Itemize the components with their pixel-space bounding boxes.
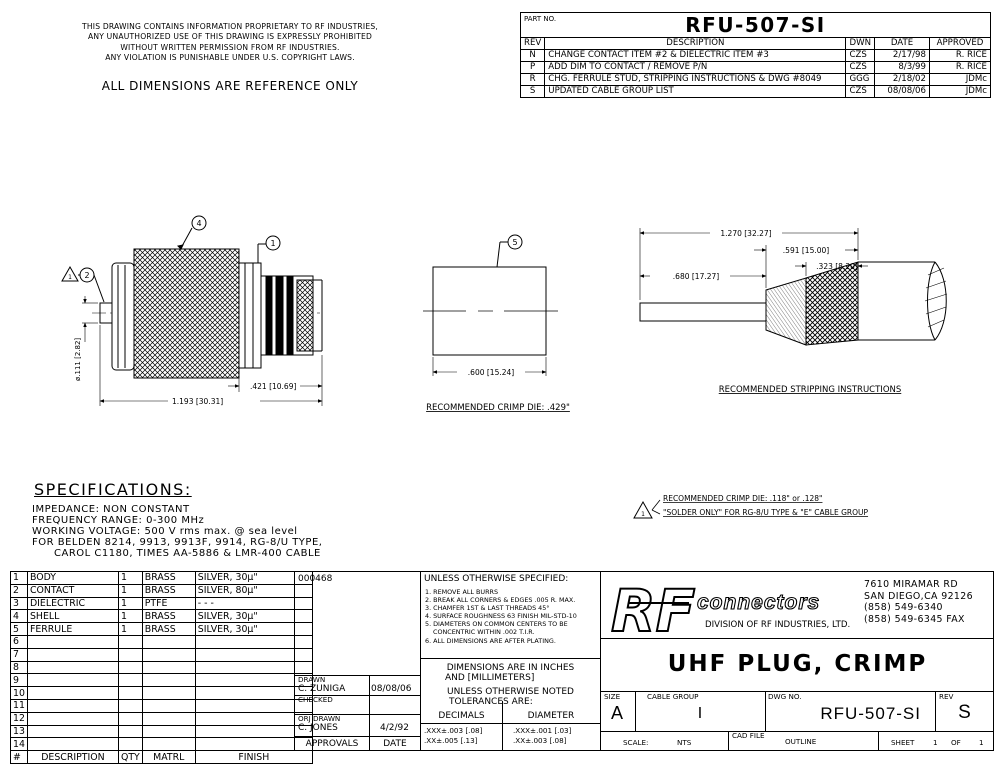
bom-row bbox=[11, 584, 313, 597]
dim-ferrule-length: .421 [10.69] bbox=[250, 382, 297, 391]
rev-dwn-cell: CZS bbox=[846, 86, 875, 98]
cable-group-value: I bbox=[697, 705, 703, 722]
rev-date-cell: 2/17/98 bbox=[875, 50, 930, 62]
dim-crimp-die-length: .600 [15.24] bbox=[467, 368, 515, 377]
spec-line: IMPEDANCE: NON CONSTANT bbox=[32, 504, 190, 515]
orig-drawn-name: C. JONES bbox=[298, 723, 338, 733]
orig-drawn-label: ORJ DRAWN bbox=[298, 714, 341, 723]
stripping-caption: RECOMMENDED STRIPPING INSTRUCTIONS bbox=[718, 385, 902, 395]
braid-shield bbox=[806, 262, 858, 345]
decimal-tol-xxx: .XXX±.003 [.08] bbox=[424, 726, 483, 735]
general-note-line: "SOLDER ONLY" FOR RG-8/U TYPE & "E" CABLE GROUP bbox=[663, 508, 869, 517]
bom-item-number: 10 bbox=[11, 687, 28, 700]
bom-quantity: 1 bbox=[118, 584, 142, 597]
notice-line: WITHOUT WRITTEN PERMISSION FROM RF INDUSTRIES. bbox=[120, 42, 340, 52]
bom-material bbox=[142, 699, 195, 712]
bom-description-header: DESCRIPTION bbox=[27, 751, 118, 764]
general-note-flag: 1 bbox=[641, 511, 645, 518]
dim-strip-a: .591 [15.00] bbox=[782, 246, 830, 255]
dim-strip-total: 1.270 [32.27] bbox=[720, 229, 772, 238]
rev-approved-cell: R. RICE bbox=[930, 62, 991, 74]
bom-row bbox=[11, 597, 313, 610]
bom-quantity-header: QTY bbox=[118, 751, 142, 764]
rev-label: REV bbox=[939, 692, 954, 701]
bom-item-number: 11 bbox=[11, 699, 28, 712]
scale-value: NTS bbox=[677, 738, 692, 747]
diameter-label: DIAMETER bbox=[527, 711, 575, 721]
diameter-tol-xxx: .XXX±.001 [.03] bbox=[513, 726, 572, 735]
bom-item-number: 9 bbox=[11, 674, 28, 687]
bom-quantity bbox=[118, 661, 142, 674]
bom-item-number: 14 bbox=[11, 738, 28, 751]
rev-header: REV bbox=[521, 38, 545, 50]
general-note bbox=[634, 494, 869, 518]
rev-cell: P bbox=[521, 62, 545, 74]
bom-quantity: 1 bbox=[118, 572, 142, 585]
bom-quantity bbox=[118, 674, 142, 687]
bom-quantity bbox=[118, 635, 142, 648]
address-line-2: SAN DIEGO,CA 92126 bbox=[864, 590, 974, 602]
dwg-no-value: RFU-507-SI bbox=[820, 704, 921, 723]
scale-label: SCALE: bbox=[623, 738, 649, 747]
bom-material: BRASS bbox=[142, 584, 195, 597]
bom-quantity bbox=[118, 687, 142, 700]
coupling-shell bbox=[134, 249, 239, 378]
spec-line: CAROL C1180, TIMES AA-5886 & LMR-400 CABLE bbox=[54, 548, 321, 559]
bill-of-materials bbox=[10, 571, 313, 764]
bom-material: PTFE bbox=[142, 597, 195, 610]
bom-quantity bbox=[118, 648, 142, 661]
dims-note-2: AND [MILLIMETERS] bbox=[445, 673, 535, 683]
bom-description bbox=[27, 674, 118, 687]
bom-item-number: 3 bbox=[11, 597, 28, 610]
bom-finish: SILVER, 80μ" bbox=[195, 584, 312, 597]
bom-finish-header: FINISH bbox=[195, 751, 312, 764]
bom-row bbox=[11, 738, 313, 751]
bom-row bbox=[11, 661, 313, 674]
bom-item-number: 5 bbox=[11, 623, 28, 636]
rev-date-cell: 2/18/02 bbox=[875, 74, 930, 86]
bom-row bbox=[11, 635, 313, 648]
bom-material bbox=[142, 738, 195, 751]
bom-description bbox=[27, 712, 118, 725]
approvals-date-label: DATE bbox=[383, 739, 407, 749]
rev-value: S bbox=[958, 702, 971, 723]
connector-side-view bbox=[62, 216, 322, 406]
rev-description-cell: CHANGE CONTACT ITEM #2 & DIELECTRIC ITEM #3 bbox=[545, 50, 846, 62]
approvals-label: APPROVALS bbox=[305, 739, 359, 749]
drawn-label: DRAWN bbox=[298, 675, 326, 684]
company-name: connectors bbox=[697, 591, 821, 614]
bom-quantity bbox=[118, 725, 142, 738]
bom-item-number: 12 bbox=[11, 712, 28, 725]
bom-header-row bbox=[11, 751, 313, 764]
bom-row bbox=[11, 699, 313, 712]
note-item: 6. ALL DIMENSIONS ARE AFTER PLATING. bbox=[425, 636, 556, 645]
rev-description-cell: CHG. FERRULE STUD, STRIPPING INSTRUCTIONS & DWG #8049 bbox=[545, 74, 846, 86]
bom-finish: SILVER, 30μ" bbox=[195, 623, 312, 636]
bom-material: BRASS bbox=[142, 572, 195, 585]
dim-strip-c: .680 [17.27] bbox=[672, 272, 720, 281]
bom-description: BODY bbox=[27, 572, 118, 585]
bom-row bbox=[11, 674, 313, 687]
bom-row bbox=[11, 648, 313, 661]
bom-row bbox=[11, 610, 313, 623]
note-item: 3. CHAMFER 1ST & LAST THREADS 45° bbox=[425, 604, 550, 613]
note-item: 4. SURFACE ROUGHNESS 63 FINISH MIL-STD-10 bbox=[425, 612, 577, 621]
bom-description bbox=[27, 699, 118, 712]
logo-rf-text: RF bbox=[611, 577, 696, 645]
part-number: RFU-507-SI bbox=[685, 13, 826, 37]
bom-item-number: 2 bbox=[11, 584, 28, 597]
bom-material bbox=[142, 635, 195, 648]
rev-dwn-cell: CZS bbox=[846, 50, 875, 62]
bom-row bbox=[11, 572, 313, 585]
balloon-4-label: 4 bbox=[196, 219, 202, 228]
spec-line: WORKING VOLTAGE: 500 V rms max. @ sea level bbox=[32, 526, 298, 537]
reference-only-note: ALL DIMENSIONS ARE REFERENCE ONLY bbox=[101, 79, 359, 93]
bom-description bbox=[27, 738, 118, 751]
bom-material bbox=[142, 661, 195, 674]
bom-item-number: 6 bbox=[11, 635, 28, 648]
bom-quantity bbox=[118, 699, 142, 712]
bom-description: FERRULE bbox=[27, 623, 118, 636]
rev-dwn-cell: GGG bbox=[846, 74, 875, 86]
jacket-end bbox=[935, 262, 946, 340]
drawing-id: 000468 bbox=[298, 574, 333, 584]
rev-cell: R bbox=[521, 74, 545, 86]
tolerance-note-2: TOLERANCES ARE: bbox=[449, 697, 533, 707]
bom-row bbox=[11, 687, 313, 700]
bom-material: BRASS bbox=[142, 623, 195, 636]
rev-date-cell: 8/3/99 bbox=[875, 62, 930, 74]
description-header: DESCRIPTION bbox=[545, 38, 846, 50]
specifications-title: SPECIFICATIONS: bbox=[34, 480, 192, 499]
bom-description: DIELECTRIC bbox=[27, 597, 118, 610]
rev-approved-cell: R. RICE bbox=[930, 50, 991, 62]
bom-material bbox=[142, 725, 195, 738]
diameter-tol-xx: .XX±.003 [.08] bbox=[513, 736, 567, 745]
balloon-1-label: 1 bbox=[270, 239, 276, 248]
size-label: SIZE bbox=[604, 692, 621, 701]
general-notes-block bbox=[421, 571, 601, 751]
bom-description bbox=[27, 725, 118, 738]
dim-overall-length: 1.193 [30.31] bbox=[172, 397, 224, 406]
crimp-die-view bbox=[423, 235, 558, 376]
dim-contact-diameter: ø.111 [2.82] bbox=[74, 337, 82, 381]
sheet-total: 1 bbox=[979, 738, 984, 747]
drawn-name: C. ZUNIGA bbox=[298, 684, 346, 694]
note-item: 1. REMOVE ALL BURRS bbox=[425, 588, 499, 596]
notes-heading: UNLESS OTHERWISE SPECIFIED: bbox=[424, 574, 569, 584]
specifications-list bbox=[32, 504, 322, 559]
decimals-label: DECIMALS bbox=[438, 711, 485, 721]
rev-cell: S bbox=[521, 86, 545, 98]
balloon-2-label: 2 bbox=[84, 271, 90, 280]
bom-finish: SILVER, 30μ" bbox=[195, 572, 312, 585]
part-no-label: PART NO. bbox=[524, 15, 557, 23]
dim-strip-b: .323 [8.20] bbox=[816, 262, 858, 271]
bom-description bbox=[27, 648, 118, 661]
sheet-of-label: OF bbox=[951, 738, 961, 747]
bom-item-number-header: # bbox=[11, 751, 28, 764]
cad-file-label: CAD FILE bbox=[732, 731, 765, 740]
bom-finish: SILVER, 30μ" bbox=[195, 610, 312, 623]
dims-note-1: DIMENSIONS ARE IN INCHES bbox=[446, 663, 575, 673]
checked-label: CHECKED bbox=[298, 695, 333, 704]
body-rear bbox=[239, 263, 261, 368]
stripped-strands bbox=[766, 278, 806, 345]
bom-quantity: 1 bbox=[118, 623, 142, 636]
rev-description-cell: UPDATED CABLE GROUP LIST bbox=[545, 86, 846, 98]
bom-finish: - - - bbox=[195, 597, 312, 610]
cable-group-label: CABLE GROUP bbox=[647, 692, 699, 701]
sheet-value: 1 bbox=[933, 738, 938, 747]
bom-quantity: 1 bbox=[118, 610, 142, 623]
orig-drawn-date: 4/2/92 bbox=[380, 723, 409, 733]
bom-material bbox=[142, 674, 195, 687]
bom-row bbox=[11, 712, 313, 725]
notice-line: THIS DRAWING CONTAINS INFORMATION PROPRIETARY TO RF INDUSTRIES, bbox=[82, 22, 378, 31]
general-note-line: RECOMMENDED CRIMP DIE: .118" or .128" bbox=[663, 494, 823, 503]
dwg-no-label: DWG NO. bbox=[768, 692, 802, 701]
body-front bbox=[112, 263, 134, 370]
approvals-block bbox=[294, 571, 421, 751]
bom-description bbox=[27, 687, 118, 700]
note-flag-label: 1 bbox=[68, 274, 72, 281]
bom-description: CONTACT bbox=[27, 584, 118, 597]
spec-line: FREQUENCY RANGE: 0-300 MHz bbox=[32, 515, 205, 526]
bom-material: BRASS bbox=[142, 610, 195, 623]
bom-description bbox=[27, 635, 118, 648]
company-address bbox=[864, 579, 973, 625]
note-item: 5. DIAMETERS ON COMMON CENTERS TO BE bbox=[425, 620, 568, 629]
rev-dwn-cell: CZS bbox=[846, 62, 875, 74]
fax-number: (858) 549-6345 FAX bbox=[864, 613, 965, 625]
bom-item-number: 13 bbox=[11, 725, 28, 738]
rev-approved-cell: JDMc bbox=[930, 74, 991, 86]
note-item: 2. BREAK ALL CORNERS & EDGES .005 R. MAX. bbox=[425, 596, 576, 605]
bom-item-number: 4 bbox=[11, 610, 28, 623]
crimp-die-caption: RECOMMENDED CRIMP DIE: .429" bbox=[426, 403, 570, 413]
address-line-1: 7610 MIRAMAR RD bbox=[864, 579, 958, 590]
bom-item-number: 8 bbox=[11, 661, 28, 674]
rev-cell: N bbox=[521, 50, 545, 62]
rev-description-cell: ADD DIM TO CONTACT / REMOVE P/N bbox=[545, 62, 846, 74]
company-division: DIVISION OF RF INDUSTRIES, LTD. bbox=[705, 620, 851, 630]
company-title-block bbox=[601, 571, 994, 751]
bom-material bbox=[142, 712, 195, 725]
bom-quantity bbox=[118, 712, 142, 725]
drawing-title: UHF PLUG, CRIMP bbox=[667, 651, 928, 677]
rev-approved-cell: JDMc bbox=[930, 86, 991, 98]
bom-description: SHELL bbox=[27, 610, 118, 623]
bom-item-number: 1 bbox=[11, 572, 28, 585]
notes-list bbox=[425, 588, 577, 645]
bom-row bbox=[11, 623, 313, 636]
sheet-label: SHEET bbox=[891, 738, 915, 747]
decimal-tol-xx: .XX±.005 [.13] bbox=[424, 736, 478, 745]
size-value: A bbox=[611, 703, 624, 723]
date-header: DATE bbox=[875, 38, 930, 50]
bom-quantity: 1 bbox=[118, 597, 142, 610]
dwn-header: DWN bbox=[846, 38, 875, 50]
bom-quantity bbox=[118, 738, 142, 751]
spec-line: FOR BELDEN 8214, 9913, 9913F, 9914, RG-8/U TYPE, bbox=[32, 537, 323, 548]
balloon-5-label: 5 bbox=[512, 238, 518, 247]
phone-number: (858) 549-6340 bbox=[864, 602, 943, 614]
bom-material bbox=[142, 648, 195, 661]
bom-row bbox=[11, 725, 313, 738]
center-conductor bbox=[640, 303, 766, 321]
bom-material-header: MATRL bbox=[142, 751, 195, 764]
bom-description bbox=[27, 661, 118, 674]
tolerance-note-1: UNLESS OTHERWISE NOTED bbox=[447, 687, 574, 697]
rev-date-cell: 08/08/06 bbox=[875, 86, 930, 98]
notice-line: ANY VIOLATION IS PUNISHABLE UNDER U.S. COPYRIGHT LAWS. bbox=[105, 53, 355, 63]
bom-item-number: 7 bbox=[11, 648, 28, 661]
cad-file-value: OUTLINE bbox=[785, 737, 817, 746]
approved-header: APPROVED bbox=[930, 38, 991, 50]
drawn-date: 08/08/06 bbox=[371, 684, 412, 694]
note-item: CONCENTRIC WITHIN .002 T.I.R. bbox=[433, 628, 535, 637]
bom-material bbox=[142, 687, 195, 700]
notice-line: ANY UNAUTHORIZED USE OF THIS DRAWING IS EXPRESSLY PROHIBITED bbox=[87, 32, 373, 42]
